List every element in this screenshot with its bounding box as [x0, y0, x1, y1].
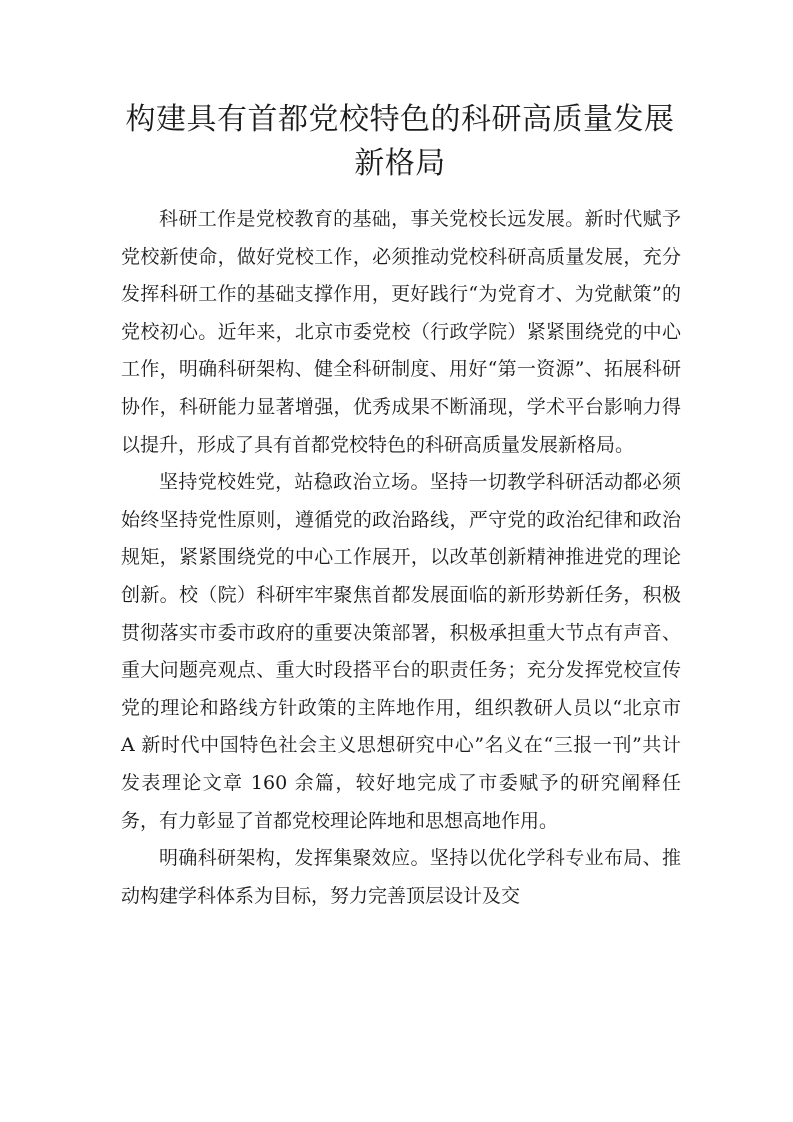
title-line-2: 新格局: [354, 146, 446, 181]
paragraph-3: 明确科研架构，发挥集聚效应。坚持以优化学科专业布局、推动构建学科体系为目标，努力完善顶层设计及交: [121, 847, 681, 907]
paragraph-2: 坚持党校姓党，站稳政治立场。坚持一切教学科研活动都必须始终坚持党性原则，遵循党的政治路线，严守党的政治纪律和政治规矩，紧紧围绕党的中心工作展开，以改革创新精神推进党的理论创新。校（院）科研牢牢聚焦首都发展面临的新形势新任务，积极贯彻落实市委市政府的重要决策部署，积极承担重大节点有声音、重大问题亮观点、重大时段搭平台的职责任务；充分发挥党校宣传党的理论和路线方针政策的主阵地作用，组织教研人员以“北京市 A 新时代中国特色社会主义思想研究中心”名义在“三报一刊”共计发表理论文章 160 余篇，较好地完成了市委赋予的研究阐释任务，有力彰显了首都党校理论阵地和思想高地作用。: [121, 471, 681, 832]
title-line-1: 构建具有首都党校特色的科研高质量发展: [125, 102, 675, 137]
document-title: [100, 98, 700, 186]
document-body: [121, 201, 681, 915]
paragraph-1: 科研工作是党校教育的基础，事关党校长远发展。新时代赋予党校新使命，做好党校工作，必须推动党校科研高质量发展，充分发挥科研工作的基础支撑作用，更好践行“为党育才、为党献策”的党校初心。近年来，北京市委党校（行政学院）紧紧围绕党的中心工作，明确科研架构、健全科研制度、用好“第一资源”、拓展科研协作，科研能力显著增强，优秀成果不断涌现，学术平台影响力得以提升，形成了具有首都党校特色的科研高质量发展新格局。: [121, 208, 681, 456]
